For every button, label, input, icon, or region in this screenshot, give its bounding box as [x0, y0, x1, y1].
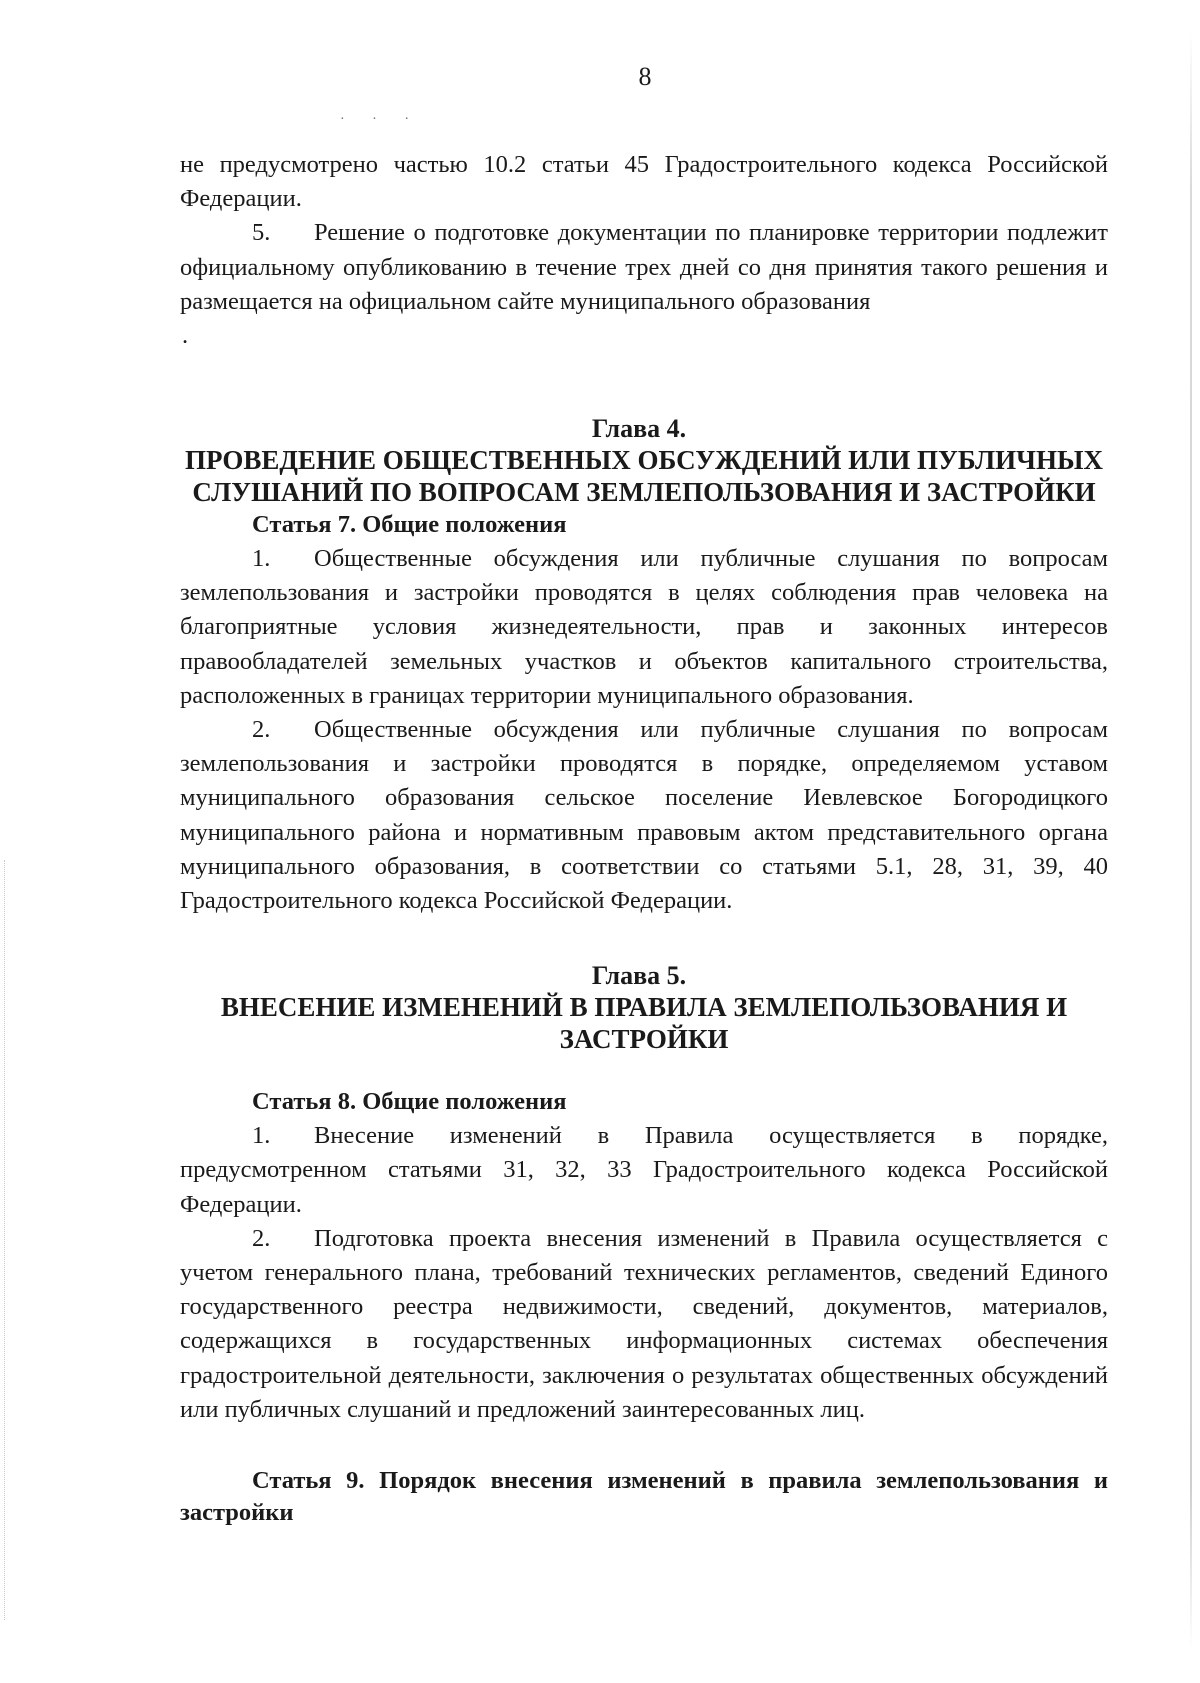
item-text: Внесение изменений в Правила осуществляется в порядке, предусмотренном статьями 31, 32, 33 Градостроительного кодекса Российской Федерации. — [180, 1122, 1108, 1218]
item-number: 5. — [252, 219, 271, 247]
intro-item-5 — [180, 216, 1108, 319]
article-9-heading: Статья 9. Порядок внесения изменений в правила землепользования и застройки — [180, 1467, 1108, 1527]
chapter-5-label: Глава 5. — [591, 961, 687, 991]
scan-speck: · · · — [340, 112, 421, 127]
document-body — [180, 148, 1108, 1529]
article-7-item-2 — [180, 713, 1108, 918]
chapter-4-label: Глава 4. — [591, 414, 687, 444]
item-text: Решение о подготовке документации по планировке территории подлежит официальному опубликованию в течение трех дней со дня принятия такого решения и размещается на официальном сайте муниципального образования — [180, 219, 1108, 315]
stray-dot: . — [182, 322, 189, 350]
article-8-item-2 — [180, 1222, 1108, 1427]
chapter-4-title: ПРОВЕДЕНИЕ ОБЩЕСТВЕННЫХ ОБСУЖДЕНИЙ ИЛИ ПУБЛИЧНЫХ СЛУШАНИЙ ПО ВОПРОСАМ ЗЕМЛЕПОЛЬЗОВАНИЯ И ЗАСТРОЙКИ — [185, 445, 1103, 507]
item-text: Общественные обсуждения или публичные слушания по вопросам землепользования и застройки проводятся в порядке, определяемом уставом муниципального образования сельское поселение Иевлевское Богородицкого муниципального района и нормативным правовым актом представительного органа муниципального образования, в соответствии со статьями 5.1, 28, 31, 39, 40 Градостроительного кодекса Российской Федерации. — [180, 716, 1108, 915]
page-number: 8 — [638, 62, 652, 91]
scan-edge — [1190, 30, 1192, 1650]
article-8-item-1 — [180, 1119, 1108, 1222]
item-text: Подготовка проекта внесения изменений в Правила осуществляется с учетом генерального плана, требований технических регламентов, сведений Единого государственного реестра недвижимости, сведений, документов, материалов, содержащихся в государственных информационных системах обеспечения градостроительной деятельности, заключения о результатах общественных обсуждений или публичных слушаний и предложений заинтересованных лиц. — [180, 1224, 1108, 1423]
article-7-item-1 — [180, 542, 1108, 713]
intro-line: не предусмотрено частью 10.2 статьи 45 Градостроительного кодекса Российской Федерации. — [180, 151, 1108, 213]
margin-marks — [4, 860, 11, 1620]
item-number: 1. — [252, 1122, 271, 1150]
chapter-5-title: ВНЕСЕНИЕ ИЗМЕНЕНИЙ В ПРАВИЛА ЗЕМЛЕПОЛЬЗОВАНИЯ И ЗАСТРОЙКИ — [220, 992, 1068, 1054]
item-text: Общественные обсуждения или публичные слушания по вопросам землепользования и застройки проводятся в целях соблюдения прав человека на благоприятные условия жизнедеятельности, прав и законных интересов правообладателей земельных участков и объектов капитального строительства, расположенных в границах территории муниципального образования. — [180, 545, 1108, 709]
article-7-heading: Статья 7. Общие положения — [252, 511, 567, 539]
item-number: 1. — [252, 545, 271, 573]
item-number: 2. — [252, 1224, 271, 1252]
article-8-heading: Статья 8. Общие положения — [252, 1088, 567, 1116]
item-number: 2. — [252, 716, 271, 744]
